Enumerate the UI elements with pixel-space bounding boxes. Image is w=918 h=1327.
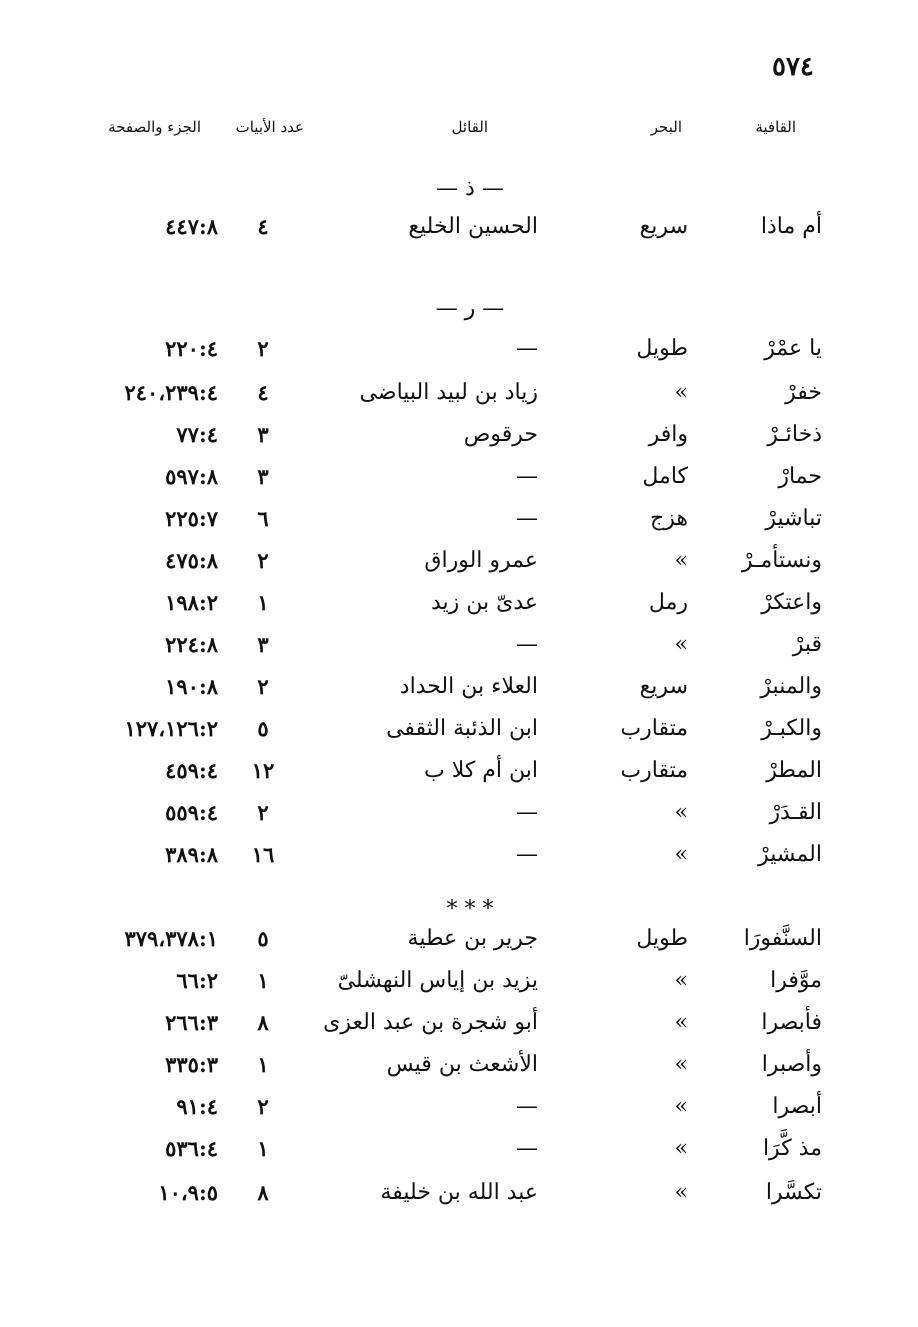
cell-qail: زياد بن لبيد البياضى [359,380,538,405]
cell-count: ٣ [257,632,269,657]
page-number: ٥٧٤ [772,52,814,82]
cell-qail: الحسين الخليع [408,214,538,239]
cell-count: ٣ [257,464,269,489]
cell-qail: حرقوص [463,422,538,447]
cell-qail: — [516,800,538,825]
cell-qail: — [516,336,538,361]
cell-bahr: وافر [648,422,688,447]
cell-qail: — [516,1094,538,1119]
cell-qail: — [516,464,538,489]
cell-qail: — [516,842,538,867]
table-row [0,214,918,254]
cell-page: ٣٨٩:٨ [165,842,218,867]
header-qafiya: القافية [755,118,796,136]
cell-qafiya: أم ماذا [760,214,822,239]
cell-bahr: متقارب [620,758,688,783]
header-qail: القائل [451,118,488,136]
table-row [0,800,918,840]
table-row [0,506,918,546]
table-row [0,422,918,462]
cell-count: ٦ [257,506,269,531]
table-row [0,336,918,376]
cell-qafiya: خفرْ [785,380,822,405]
table-row [0,1010,918,1050]
section-title-text: * * * [446,897,494,922]
cell-qail: — [516,1136,538,1161]
cell-bahr: » [674,1094,688,1119]
cell-qafiya: ذخائـرْ [767,422,822,447]
table-row [0,464,918,504]
cell-qail: عمرو الوراق [424,548,538,573]
cell-count: ١ [257,1136,269,1161]
cell-qafiya: تباشيرْ [765,506,822,531]
cell-qafiya: المشيرْ [758,842,822,867]
cell-qail: عبد الله بن خليفة [380,1180,538,1205]
cell-qafiya: تكسَّرا [765,1180,822,1205]
table-row [0,758,918,798]
cell-count: ٢ [257,548,269,573]
table-row [0,1094,918,1134]
cell-page: ٢٢٠:٤ [165,336,218,361]
cell-bahr: سريع [639,674,688,699]
table-header [0,118,918,148]
cell-count: ٥ [257,716,269,741]
table-row [0,1180,918,1220]
cell-count: ٢ [257,800,269,825]
cell-count: ١ [257,968,269,993]
cell-bahr: » [674,1010,688,1035]
cell-bahr: » [674,842,688,867]
table-row [0,632,918,672]
cell-bahr: سريع [639,214,688,239]
cell-page: ٧٧:٤ [176,422,218,447]
cell-page: ٥٣٦:٤ [165,1136,218,1161]
cell-count: ٢ [257,336,269,361]
table-row [0,590,918,630]
section-title-text: — ر — [435,296,505,321]
cell-page: ٩١:٤ [176,1094,218,1119]
cell-page: ٢٢٤:٨ [165,632,218,657]
cell-qail: — [516,632,538,657]
cell-qail: ابن أم كلا ب [423,758,538,783]
cell-qafiya: ونستأمـرْ [741,548,822,573]
cell-bahr: » [674,800,688,825]
cell-qafiya: المطرْ [766,758,822,783]
cell-qafiya: والكبـرْ [761,716,822,741]
cell-page: ١٩٠:٨ [165,674,218,699]
table-row [0,1136,918,1176]
cell-count: ١ [257,590,269,615]
cell-qail: — [516,506,538,531]
cell-qafiya: أبصرا [772,1094,822,1119]
cell-page: ٣٣٥:٣ [165,1052,218,1077]
cell-page: ١٢٧،١٢٦:٢ [124,716,218,741]
cell-bahr: رمل [648,590,688,615]
cell-count: ١ [257,1052,269,1077]
cell-page: ٤٥٩:٤ [165,758,218,783]
cell-page: ٣٧٩،٣٧٨:١ [124,926,218,951]
cell-qafiya: فأبصرا [761,1010,822,1035]
table-row [0,674,918,714]
cell-qail: ابن الذئبة الثقفى [386,716,538,741]
table-row [0,842,918,882]
cell-page: ٥٥٩:٤ [165,800,218,825]
cell-bahr: » [674,968,688,993]
header-count: عدد الأبيات [235,118,304,136]
table-row [0,1052,918,1092]
cell-qafiya: مذ كَّرَا [762,1136,822,1161]
table-row [0,716,918,756]
cell-count: ٤ [257,380,269,405]
cell-bahr: » [674,1136,688,1161]
cell-bahr: » [674,632,688,657]
cell-qafiya: قبرْ [792,632,822,657]
cell-page: ٢٤٠،٢٣٩:٤ [124,380,218,405]
cell-qafiya: يا عمْرْ [764,336,822,361]
cell-bahr: » [674,1052,688,1077]
cell-qafiya: القـدَرْ [769,800,822,825]
cell-bahr: » [674,380,688,405]
cell-bahr: هزج [650,506,688,531]
cell-count: ٤ [257,214,269,239]
cell-page: ١٩٨:٢ [165,590,218,615]
cell-count: ٣ [257,422,269,447]
cell-count: ٢ [257,674,269,699]
header-bahr: البحر [650,118,682,136]
cell-qail: يزيد بن إياس النهشلىّ [337,968,538,993]
cell-page: ٥٩٧:٨ [165,464,218,489]
header-page: الجزء والصفحة [108,118,201,136]
cell-bahr: » [674,548,688,573]
cell-count: ١٢ [251,758,275,783]
cell-count: ٢ [257,1094,269,1119]
cell-qail: جرير بن عطية [407,926,538,951]
cell-bahr: كامل [642,464,688,489]
cell-count: ٥ [257,926,269,951]
section-title-text: — ذ — [436,176,504,201]
cell-page: ٢٦٦:٣ [165,1010,218,1035]
cell-bahr: » [674,1180,688,1205]
cell-bahr: متقارب [620,716,688,741]
cell-qafiya: حمارْ [778,464,822,489]
cell-qafiya: موَّفرا [770,968,822,993]
table-row [0,926,918,966]
cell-qail: أبو شجرة بن عبد العزى [323,1010,538,1035]
cell-count: ١٦ [251,842,275,867]
cell-qafiya: والمنبرْ [760,674,822,699]
cell-qail: العلاء بن الحداد [399,674,538,699]
cell-page: ٢٢٥:٧ [165,506,218,531]
cell-bahr: طويل [636,926,688,951]
cell-page: ٤٤٧:٨ [165,214,218,239]
cell-qail: الأشعث بن قيس [386,1052,538,1077]
cell-qafiya: وأصبرا [761,1052,822,1077]
cell-page: ٤٧٥:٨ [165,548,218,573]
cell-qail: عدىّ بن زيد [430,590,538,615]
cell-count: ٨ [257,1180,269,1205]
cell-qafiya: واعتكرْ [761,590,822,615]
table-row [0,548,918,588]
cell-page: ٦٦:٢ [176,968,218,993]
cell-count: ٨ [257,1010,269,1035]
cell-bahr: طويل [636,336,688,361]
cell-page: ١٠،٩:٥ [158,1180,218,1205]
cell-qafiya: السنَّفورَا [743,926,822,951]
table-row [0,968,918,1008]
table-row [0,380,918,420]
